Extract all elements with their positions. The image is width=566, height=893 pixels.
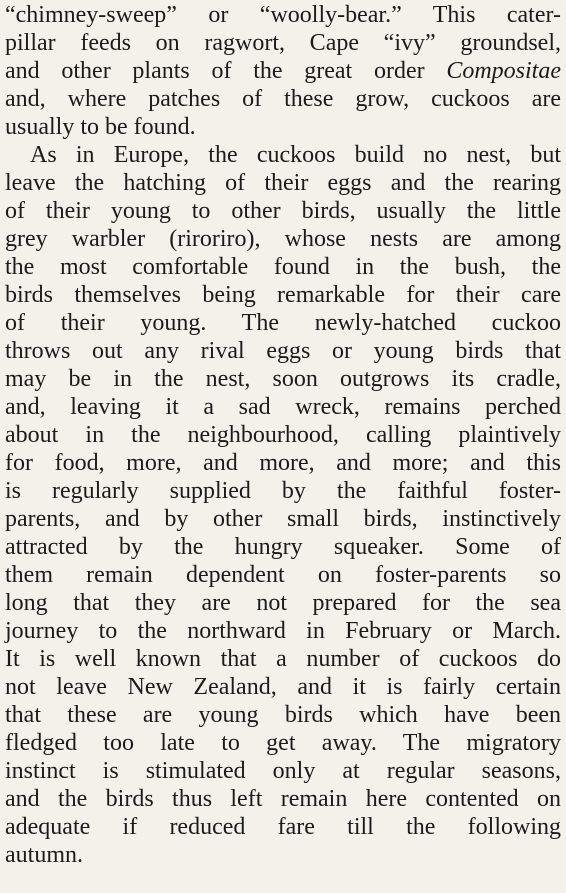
text-line: not leave New Zealand, and it is fairly certain xyxy=(5,674,561,700)
text-line: As in Europe, the cuckoos build no nest, but xyxy=(30,142,561,168)
text-line: birds themselves being remarkable for their care xyxy=(5,282,561,308)
text-line: autumn. xyxy=(5,842,83,868)
text-line: that these are young birds which have been xyxy=(5,702,561,728)
text-line: fledged too late to get away. The migratory xyxy=(5,730,561,756)
text-line: attracted by the hungry squeaker. Some of xyxy=(5,534,561,560)
text-line: instinct is stimulated only at regular seasons, xyxy=(5,758,561,784)
text-line: long that they are not prepared for the sea xyxy=(5,590,561,616)
text-line: of their young to other birds, usually the little xyxy=(5,198,561,224)
text-line: parents, and by other small birds, instinctively xyxy=(5,506,561,532)
italic-term: Compositae xyxy=(446,58,561,84)
text-line: leave the hatching of their eggs and the rearing xyxy=(5,170,561,196)
text-line: journey to the northward in February or March. xyxy=(5,618,561,644)
text-line: and the birds thus left remain here contented on xyxy=(5,786,561,812)
text-line: and, where patches of these grow, cuckoos are xyxy=(5,86,561,112)
text-line: pillar feeds on ragwort, Cape “ivy” groundsel, xyxy=(5,30,561,56)
text-line: is regularly supplied by the faithful foster- xyxy=(5,478,561,504)
text-line: “chimney-sweep” or “woolly-bear.” This cater- xyxy=(5,2,561,28)
text-line: them remain dependent on foster-parents so xyxy=(5,562,561,588)
text-line: grey warbler (riroriro), whose nests are among xyxy=(5,226,561,252)
text-line: and, leaving it a sad wreck, remains perched xyxy=(5,394,561,420)
text-line: the most comfortable found in the bush, the xyxy=(5,254,561,280)
text-line: adequate if reduced fare till the following xyxy=(5,814,561,840)
text-line: of their young. The newly-hatched cuckoo xyxy=(5,310,561,336)
text-line: usually to be found. xyxy=(5,114,196,140)
text-line: for food, more, and more, and more; and this xyxy=(5,450,561,476)
text-line: about in the neighbourhood, calling plaintively xyxy=(5,422,561,448)
text-line: It is well known that a number of cuckoos do xyxy=(5,646,561,672)
text-line: throws out any rival eggs or young birds that xyxy=(5,338,561,364)
text-line xyxy=(5,57,561,85)
text-line: may be in the nest, soon outgrows its cradle, xyxy=(5,366,561,392)
text-run: and other plants of the great order xyxy=(5,58,447,84)
